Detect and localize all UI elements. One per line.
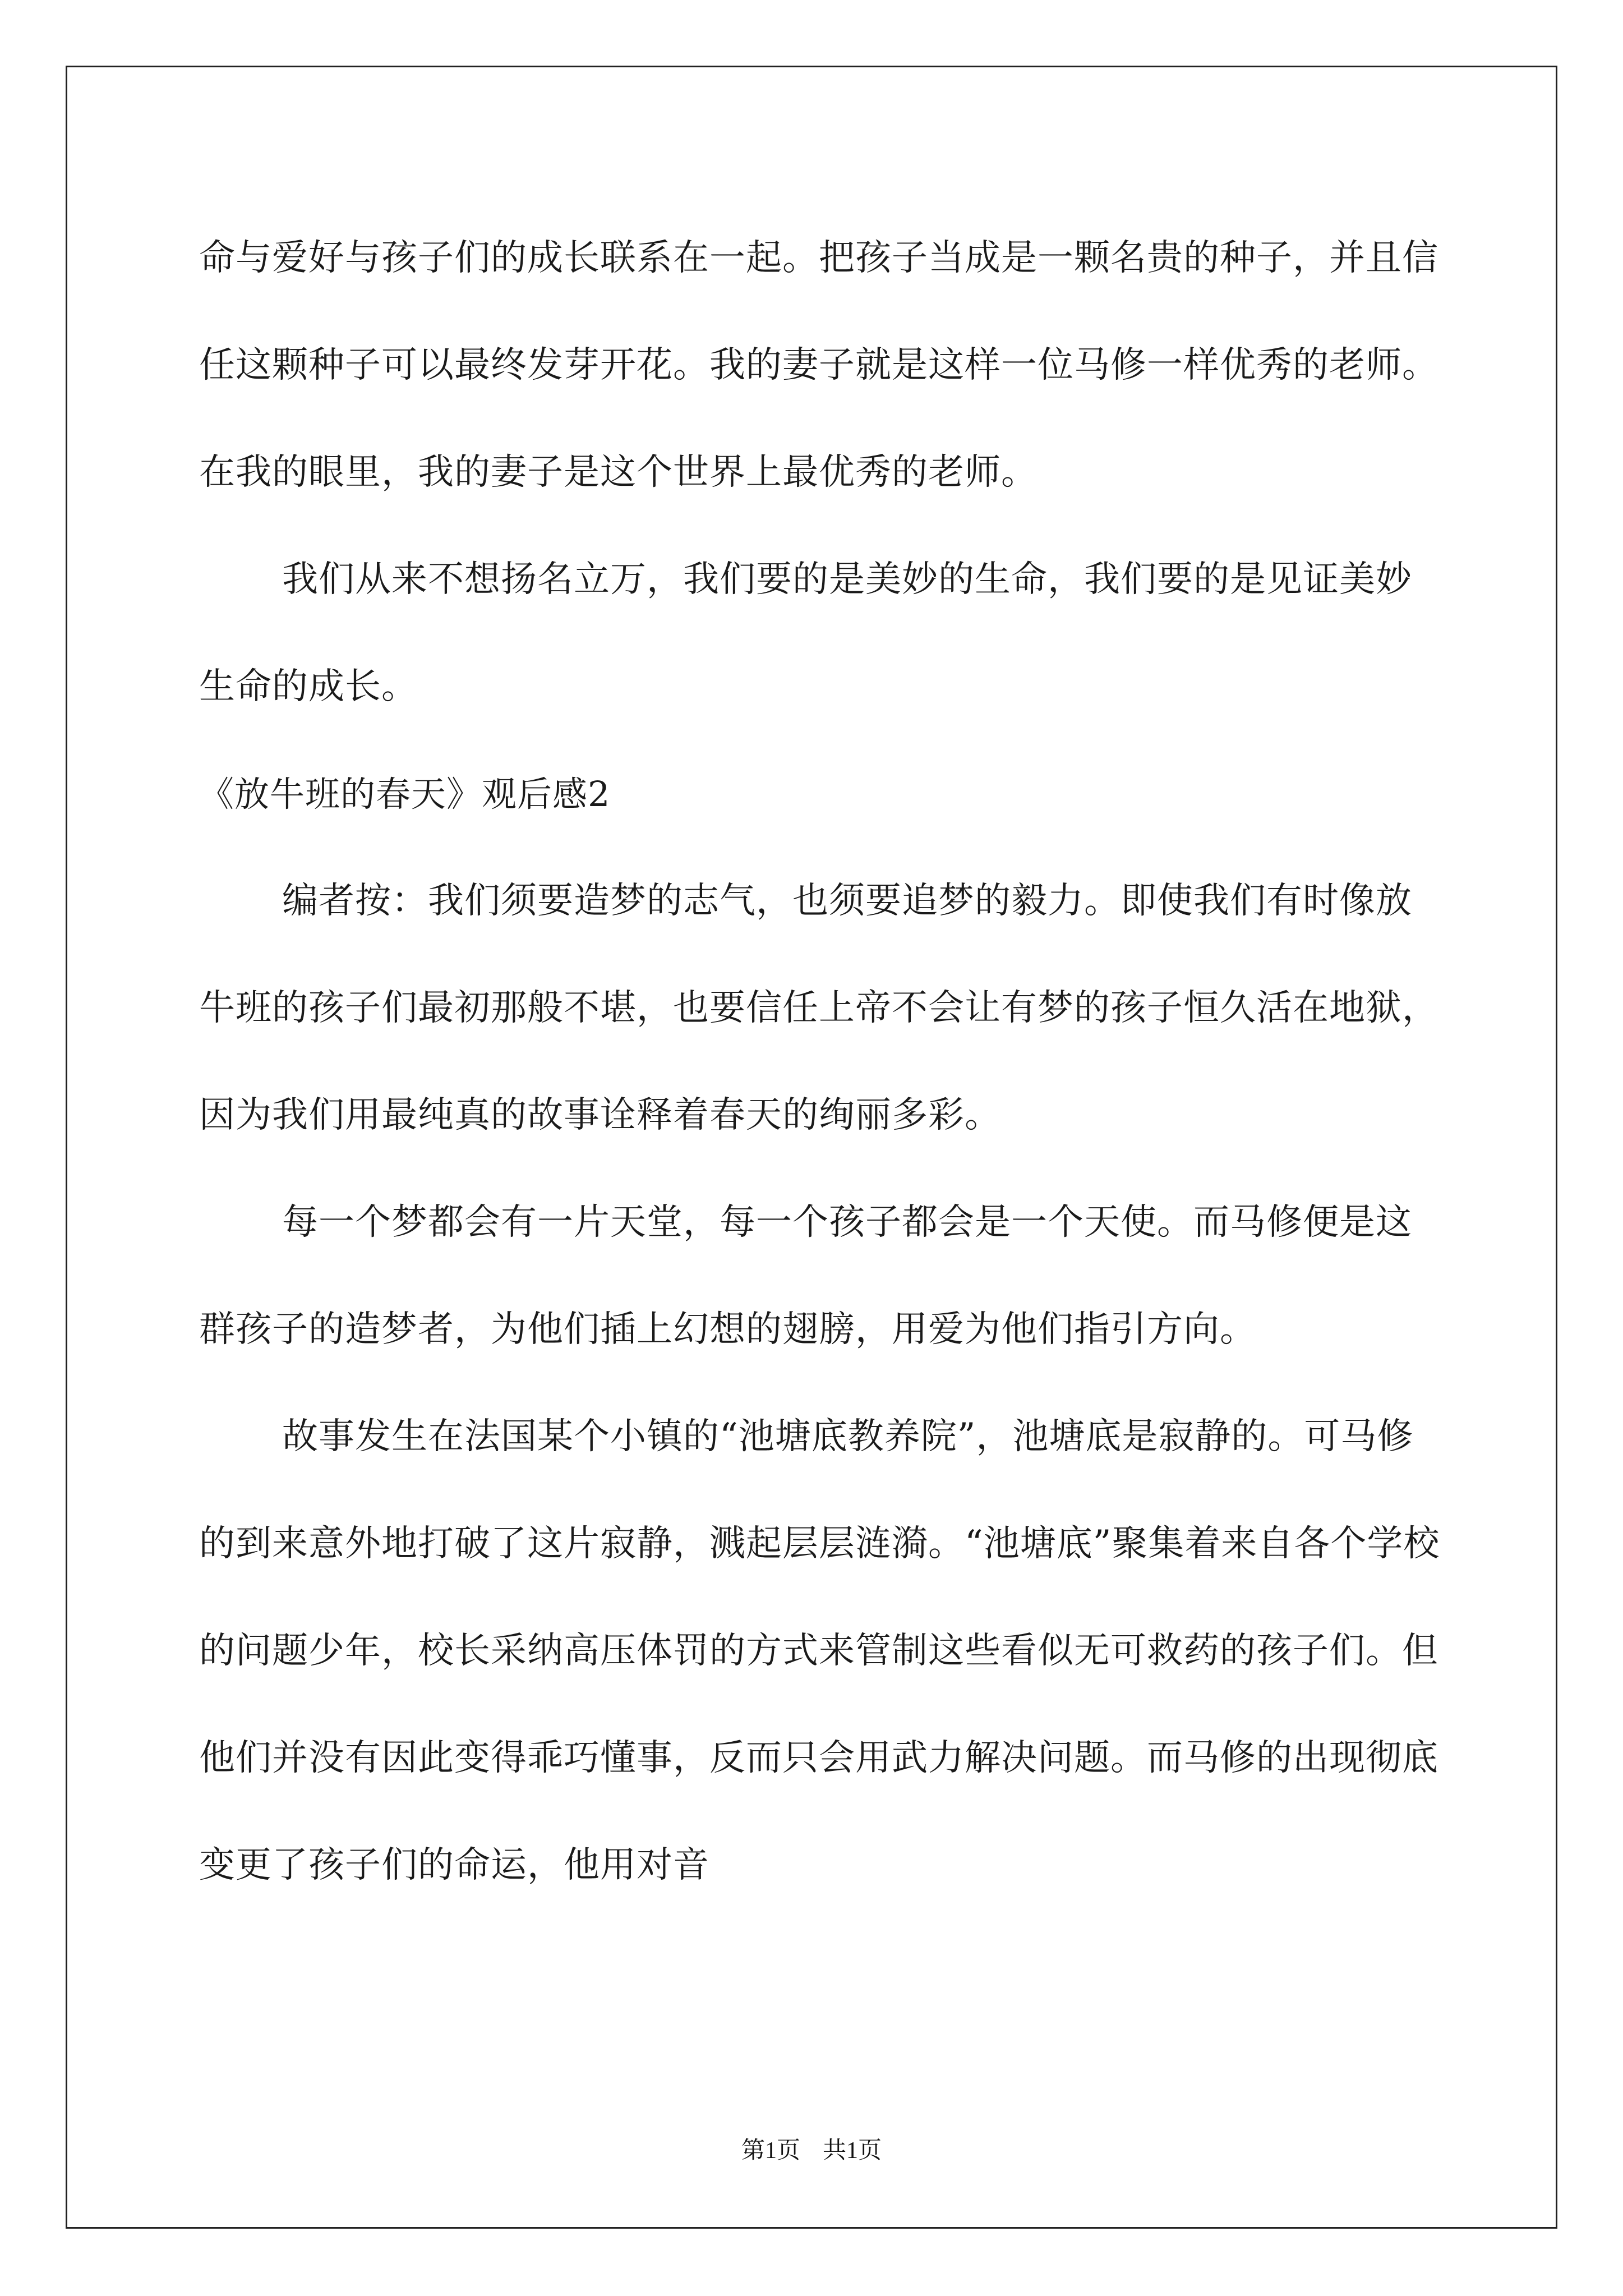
paragraph-4: 每一个梦都会有一片天堂，每一个孩子都会是一个天使。而马修便是这群孩子的造梦者，为他们插上幻想的翅膀，用爱为他们指引方向。: [199, 1202, 1412, 1350]
page-total: 共1页: [823, 2138, 882, 2164]
paragraph-1: 命与爱好与孩子们的成长联系在一起。把孩子当成是一颗名贵的种子，并且信任这颗种子可以最终发芽开花。我的妻子就是这样一位马修一样优秀的老师。在我的眼里，我的妻子是这个世界上最优秀的老师。: [199, 237, 1438, 493]
paragraph-2: 我们从来不想扬名立万，我们要的是美妙的生命，我们要的是见证美妙生命的成长。: [199, 559, 1412, 707]
page-footer: [0, 2132, 1623, 2165]
paragraph-3: 编者按：我们须要造梦的志气，也须要追梦的毅力。即使我们有时像放牛班的孩子们最初那般不堪，也要信任上帝不会让有梦的孩子恒久活在地狱，因为我们用最纯真的故事诠释着春天的绚丽多彩。: [199, 880, 1438, 1136]
section-heading: 《放牛班的春天》观后感2: [199, 774, 611, 815]
page-number: 第1页: [741, 2138, 800, 2164]
paragraph-5: 故事发生在法国某个小镇的“池塘底教养院”，池塘底是寂静的。可马修的到来意外地打破了这片寂静，溅起层层涟漪。“池塘底”聚集着来自各个学校的问题少年，校长采纳高压体罚的方式来管制这些看似无可救药的孩子们。但他们并没有因此变得乖巧懂事，反而只会用武力解决问题。而马修的出现彻底变更了孩子们的命运，他用对音: [199, 1416, 1440, 1886]
document-body: [199, 205, 1441, 1919]
